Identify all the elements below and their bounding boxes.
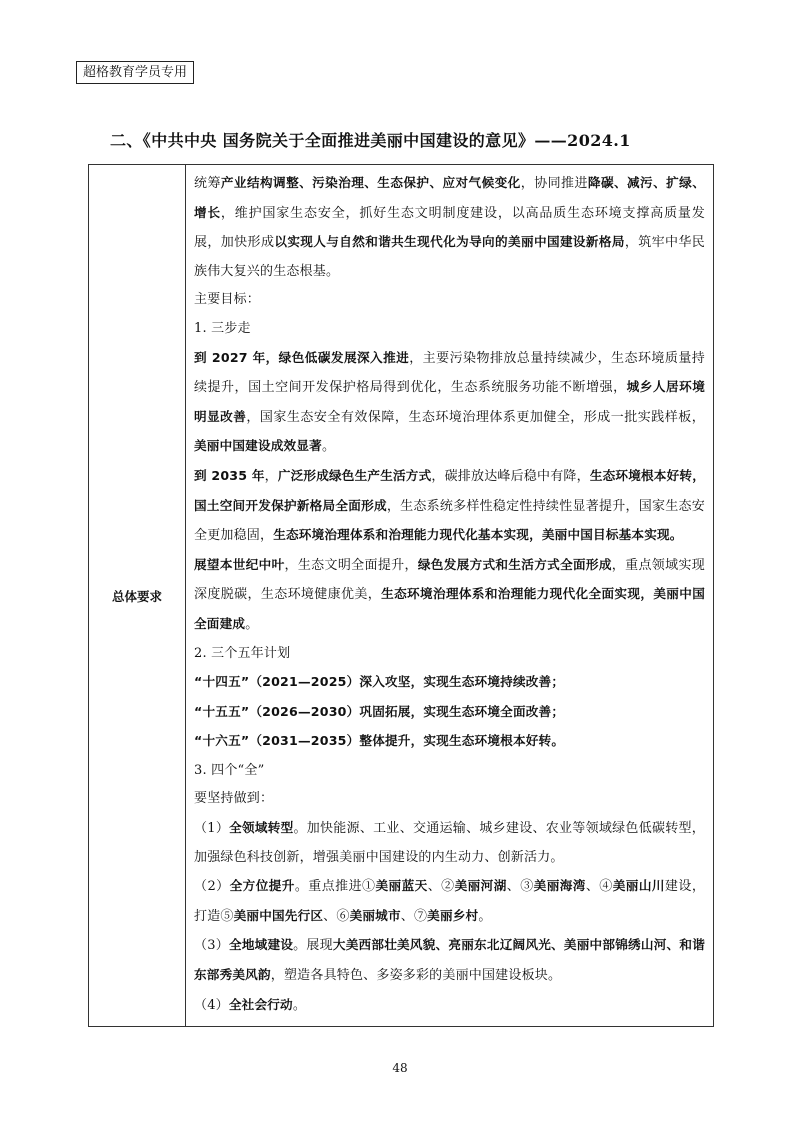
text-run: ，国家生态安全有效保障，生态环境治理体系更加健全，形成一批实践样板， (246, 409, 705, 425)
content-paragraph (194, 315, 705, 344)
text-run: 统筹 (194, 176, 221, 191)
bold-text-run: “十六五”（2031—2035）整体提升，实现生态环境根本好转。 (194, 733, 565, 749)
text-run: ，碳排放达峰后稳中有降， (431, 468, 590, 484)
text-run: （3） (194, 938, 229, 954)
watermark-badge: 超格教育学员专用 (76, 61, 194, 84)
text-run: 、② (427, 879, 455, 895)
text-run: （1） (194, 821, 230, 837)
bold-text-run: 全地域建设 (229, 937, 294, 953)
bold-text-run: 产业结构调整、污染治理、生态保护、应对气候变化 (220, 175, 521, 190)
text-run: ，维护国家生态安全，抓好生态文明制度建设，以高品质生态环境支撑高质量发展，加快形成 (194, 205, 705, 251)
bold-text-run: 绿色发展方式和生活方式全面形成 (417, 556, 612, 572)
page-number: 48 (392, 1061, 408, 1075)
bold-text-run: 美丽城市 (349, 907, 401, 923)
bold-text-run: “十四五”（2021—2025）深入攻坚，实现生态环境持续改善； (194, 674, 565, 690)
text-run: 、④ (585, 879, 613, 895)
bold-text-run: 美丽乡村 (427, 907, 479, 923)
text-run: 、⑥ (323, 908, 350, 924)
table-row (89, 165, 714, 1027)
text-run: 主要目标： (194, 292, 261, 308)
bold-text-run: 美丽蓝天 (375, 878, 428, 894)
bold-text-run: 美丽中国建设成效显著 (194, 438, 322, 454)
requirements-table (88, 164, 714, 1027)
text-run: ，塑造各具特色、多姿多彩的美丽中国建设板块。 (270, 968, 562, 984)
bold-text-run: 展望本世纪中叶 (194, 556, 285, 572)
content-paragraph (194, 931, 705, 990)
text-run: 。重点推进① (294, 879, 376, 895)
bold-text-run: 生态环境根本好转，国土空间开发保护新格局全面形成 (194, 467, 705, 513)
section-heading: 二、《中共中央 国务院关于全面推进美丽中国建设的意见》——2024.1 (110, 131, 631, 150)
text-run: ，协同推进 (520, 176, 588, 191)
bold-text-run: 降碳、减污、扩绿、增长 (194, 175, 705, 220)
text-run: ，生态系统多样性稳定性持续性显著提升，国家生态安全更加稳固， (194, 498, 705, 544)
content-paragraph (194, 462, 705, 551)
bold-text-run: 全领域转型 (229, 820, 294, 836)
content-paragraph (194, 727, 705, 757)
bold-text-run: 全方位提升 (229, 878, 295, 894)
text-run: 、⑦ (400, 908, 428, 924)
text-run: 。加快能源、工业、交通运输、城乡建设、农业等领域绿色低碳转型，加强绿色科技创新，增强美丽中国建设的内生动力、创新活力。 (194, 821, 706, 865)
bold-text-run: 以实现人与自然和谐共生现代化为导向的美丽中国建设新格局 (274, 234, 625, 250)
bold-text-run: 美丽山川 (612, 878, 665, 894)
text-run: （2） (194, 879, 230, 895)
text-run: 。 (478, 908, 492, 924)
content-paragraph (194, 872, 705, 931)
bold-text-run: 生态环境治理体系和治理能力现代化全面实现，美丽中国全面建成 (194, 586, 705, 631)
row-label: 总体要求 (89, 165, 186, 1027)
text-run: ，筑牢中华民族伟大复兴的生态根基。 (194, 235, 706, 279)
content-paragraph (194, 785, 705, 814)
content-paragraph (194, 991, 705, 1021)
content-paragraph (194, 551, 705, 640)
text-run: 。 (245, 616, 259, 632)
bold-text-run: 全社会行动 (228, 996, 293, 1012)
bold-text-run: 广泛形成绿色生产生活方式 (277, 467, 432, 483)
text-run: 3. 四个“全” (194, 762, 265, 778)
row-content (186, 165, 714, 1027)
text-run: 。 (321, 439, 336, 455)
text-run: （4） (194, 997, 229, 1013)
bold-text-run: 大美西部壮美风貌、亮丽东北辽阔风光、美丽中部锦绣山河、和谐东部秀美风韵 (194, 937, 705, 983)
content-paragraph (194, 640, 705, 669)
text-run: 、③ (506, 879, 534, 895)
text-run: ，生态文明全面提升， (284, 557, 418, 573)
text-run: ，主要污染物排放总量持续减少，生态环境质量持续提升，国土空间开发保护格局得到优化，生态系统服务功能不断增强， (194, 350, 705, 396)
content-paragraph (194, 344, 705, 462)
content-paragraph (194, 286, 705, 315)
text-run: 1. 三步走 (194, 320, 251, 336)
text-run: 2. 三个五年计划 (194, 645, 291, 661)
content-paragraph (194, 757, 705, 786)
bold-text-run: 美丽海湾 (533, 878, 586, 894)
bold-text-run: 到 2027 年，绿色低碳发展深入推进 (194, 349, 410, 365)
content-paragraph (194, 668, 705, 698)
content-paragraph (194, 814, 705, 872)
bold-text-run: 生态环境治理体系和治理能力现代化基本实现，美丽中国目标基本实现。 (273, 527, 683, 543)
bold-text-run: “十五五”（2026—2030）巩固拓展，实现生态环境全面改善； (194, 703, 565, 719)
bold-text-run: 美丽中国先行区 (233, 907, 324, 923)
text-run: 建设，打造⑤ (194, 879, 706, 924)
bold-text-run: 城乡人居环境明显改善 (194, 379, 706, 424)
text-run: 。展现 (293, 938, 333, 954)
content-paragraph (194, 698, 705, 728)
content-paragraph (194, 169, 705, 286)
text-run: 要坚持做到： (194, 791, 274, 807)
text-run: 。 (292, 997, 307, 1013)
bold-text-run: 美丽河湖 (454, 878, 507, 894)
bold-text-run: 到 2035 年 (194, 467, 265, 483)
text-run: ， (264, 468, 278, 484)
text-run: ，重点领域实现深度脱碳，生态环境健康优美， (194, 557, 706, 603)
